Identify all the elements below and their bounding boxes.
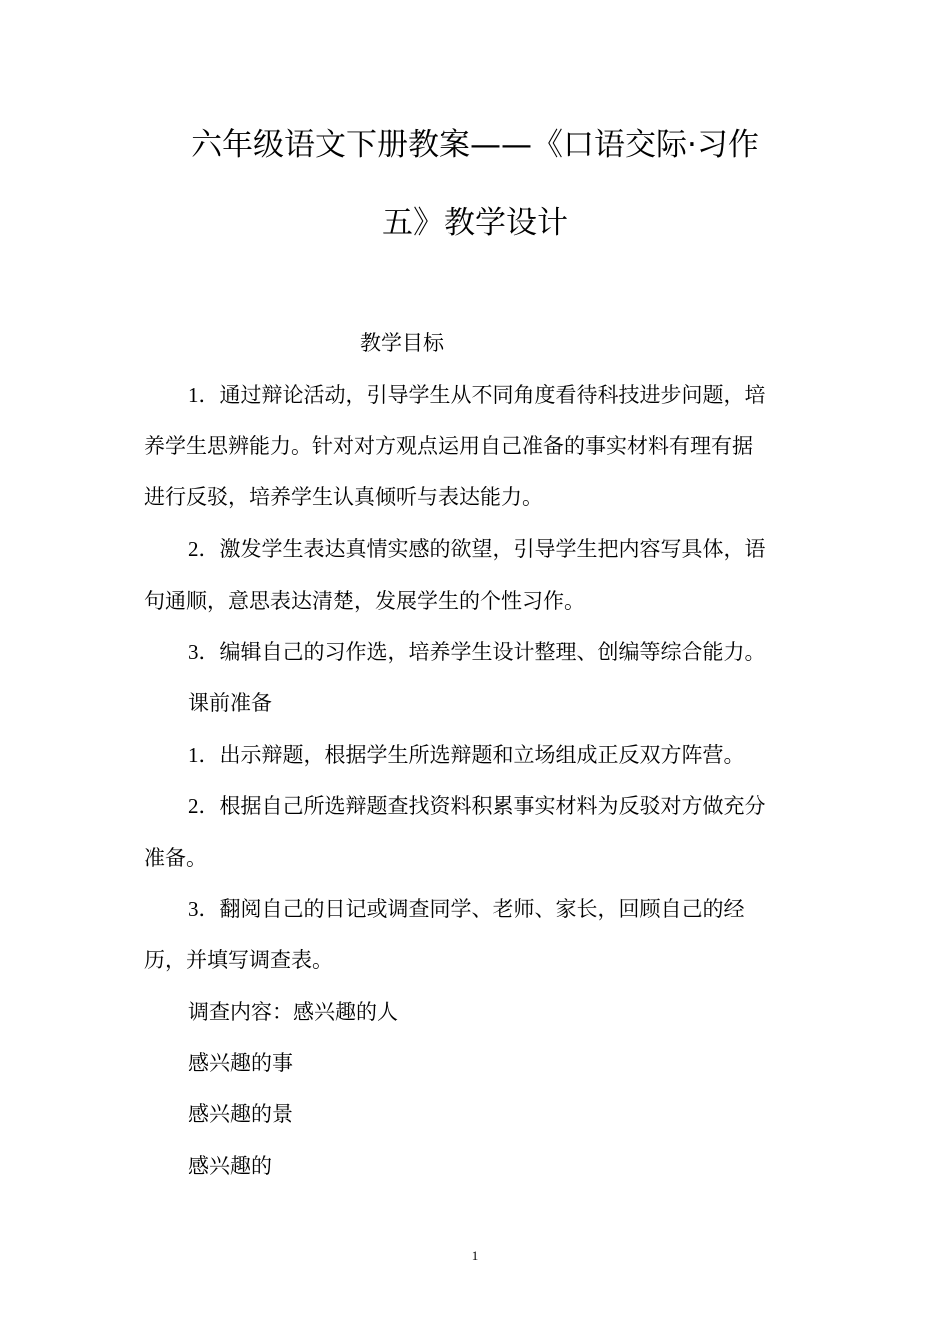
preparation-3-line-1: 3．翻阅自己的日记或调查同学、老师、家长，回顾自己的经 (188, 897, 745, 921)
preparation-2-line-2: 准备。 (144, 846, 207, 870)
document-title-line-1: 六年级语文下册教案——《口语交际·习作 (191, 127, 759, 163)
objective-3-number: 3． (188, 640, 220, 664)
objective-2-line-2: 句通顺，意思表达清楚，发展学生的个性习作。 (144, 589, 585, 613)
preparation-2-line-1: 2．根据自己所选辩题查找资料积累事实材料为反驳对方做充分 (188, 794, 766, 818)
objective-1-line-2: 养学生思辨能力。针对对方观点运用自己准备的事实材料有理有据 (144, 434, 753, 458)
survey-line-1: 调查内容：感兴趣的人 (188, 1000, 398, 1024)
survey-line-4: 感兴趣的 (188, 1154, 272, 1178)
objective-1-line-3: 进行反驳，培养学生认真倾听与表达能力。 (144, 485, 543, 509)
page-number: 1 (471, 1248, 479, 1263)
objective-2-number: 2． (188, 537, 220, 561)
section-heading-preparation: 课前准备 (188, 691, 272, 715)
objective-1-line-1: 1．通过辩论活动，引导学生从不同角度看待科技进步问题，培 (188, 383, 766, 407)
survey-line-2: 感兴趣的事 (188, 1051, 293, 1075)
document-title-line-2: 五》教学设计 (382, 205, 568, 241)
section-heading-objectives: 教学目标 (360, 331, 444, 355)
preparation-1-line-1: 1．出示辩题，根据学生所选辩题和立场组成正反双方阵营。 (188, 743, 745, 767)
objective-2-line-1: 2．激发学生表达真情实感的欲望，引导学生把内容写具体，语 (188, 537, 766, 561)
objective-3-line-1: 3．编辑自己的习作选，培养学生设计整理、创编等综合能力。 (188, 640, 766, 664)
preparation-2-number: 2． (188, 794, 220, 818)
preparation-1-number: 1． (188, 743, 220, 767)
preparation-3-number: 3． (188, 897, 220, 921)
preparation-3-line-2: 历，并填写调查表。 (144, 948, 333, 972)
objective-1-number: 1． (188, 383, 220, 407)
survey-line-3: 感兴趣的景 (188, 1102, 293, 1126)
